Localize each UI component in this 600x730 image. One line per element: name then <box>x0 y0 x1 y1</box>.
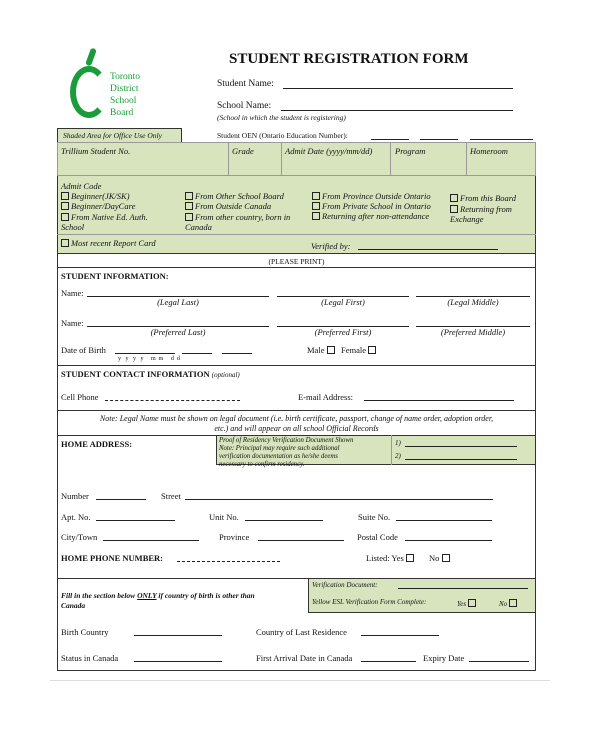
student-name-label: Student Name: <box>217 79 274 89</box>
proof-text: Proof of Residency Verification Document Shown <box>219 437 354 444</box>
name-label: Name: <box>61 318 84 328</box>
admit-code-option[interactable]: From Province Outside Ontario <box>312 192 431 201</box>
logo-apple-icon <box>70 66 108 118</box>
logo-text: Board <box>110 108 134 118</box>
admit-code-option[interactable]: From other country, born in Canada <box>185 212 291 232</box>
page-divider <box>50 680 550 681</box>
admit-code-option[interactable]: From Native Ed. Auth. School <box>61 212 148 232</box>
proof-doc-1-field[interactable] <box>405 446 517 447</box>
dob-label: Date of Birth <box>61 345 106 355</box>
admit-code-label: Admit Code <box>61 181 102 191</box>
logo-stem-icon <box>85 48 97 67</box>
street-label: Street <box>161 491 181 501</box>
logo-text: District <box>110 84 139 94</box>
province-field[interactable] <box>258 540 344 541</box>
admit-date-label: Admit Date (yyyy/mm/dd) <box>285 146 373 156</box>
dob-format: y y y y m m d d <box>118 356 180 362</box>
city-field[interactable] <box>103 540 199 541</box>
suite-field[interactable] <box>396 520 492 521</box>
male-checkbox[interactable]: Male <box>307 346 337 355</box>
proof-text: necessary to confirm residency. <box>219 461 305 468</box>
dob-day-field[interactable] <box>222 353 252 354</box>
oen-label: Student OEN (Ontario Education Number): <box>217 131 348 140</box>
listed-no-checkbox[interactable]: No <box>429 554 452 563</box>
student-info-section <box>57 267 536 366</box>
arrival-date-label: First Arrival Date in Canada <box>256 653 353 663</box>
program-label: Program <box>395 146 426 156</box>
suite-label: Suite No. <box>358 512 391 522</box>
grade-label: Grade <box>232 146 254 156</box>
cell-phone-label: Cell Phone <box>61 392 99 402</box>
postal-code-field[interactable] <box>405 540 492 541</box>
admit-code-option[interactable]: Returning after non-attendance <box>312 212 429 221</box>
cell-phone-field[interactable] <box>105 400 240 401</box>
preferred-last-caption: (Preferred Last) <box>150 327 206 337</box>
admit-code-option[interactable]: From Other School Board <box>185 192 284 201</box>
school-name-note: (School in which the student is registering) <box>217 113 346 122</box>
note-text: etc.) and will appear on all school Official Records <box>214 424 379 433</box>
unit-field[interactable] <box>245 520 323 521</box>
admit-code-option[interactable]: Beginner(JK/SK) <box>61 192 130 201</box>
number-label: Number <box>61 491 89 501</box>
logo-text: School <box>110 96 137 106</box>
apt-label: Apt. No. <box>61 512 91 522</box>
logo-text: Toronto <box>110 72 140 82</box>
birth-country-field[interactable] <box>134 635 222 636</box>
last-residence-field[interactable] <box>361 635 439 636</box>
verification-doc-field[interactable] <box>398 588 528 589</box>
arrival-date-field[interactable] <box>361 661 416 662</box>
admit-code-option[interactable]: From Outside Canada <box>185 202 271 211</box>
proof-text: Note: Principal may require such additional <box>219 445 340 452</box>
unit-label: Unit No. <box>209 512 239 522</box>
proof-doc-2-field[interactable] <box>405 459 517 460</box>
city-label: City/Town <box>61 532 98 542</box>
note-text: Note: Legal Name must be shown on legal document (i.e. birth certificate, passport, change of name order, adoption order, <box>99 414 494 423</box>
proof-text: verification documentation as he/she deems <box>219 453 338 460</box>
status-label: Status in Canada <box>61 653 119 663</box>
expiry-date-field[interactable] <box>469 661 529 662</box>
please-print: (PLEASE PRINT) <box>268 257 325 266</box>
admit-code-option[interactable]: From this Board <box>450 194 516 203</box>
verification-doc-label: Verification Document: <box>312 581 378 589</box>
preferred-first-caption: (Preferred First) <box>314 327 372 337</box>
home-phone-field[interactable] <box>177 561 280 562</box>
email-label: E-mail Address: <box>298 392 354 402</box>
status-field[interactable] <box>134 661 222 662</box>
proof-item-2: 2) <box>395 452 401 460</box>
number-field[interactable] <box>96 499 146 500</box>
legal-middle-caption: (Legal Middle) <box>447 297 499 307</box>
verified-by-label: Verified by: <box>311 241 351 251</box>
home-address-heading: HOME ADDRESS: <box>61 439 133 449</box>
dob-year-field[interactable] <box>115 353 175 354</box>
postal-code-label: Postal Code <box>357 532 398 542</box>
form-title: STUDENT REGISTRATION FORM <box>229 51 469 67</box>
dob-month-field[interactable] <box>182 353 212 354</box>
verified-by-field[interactable] <box>358 249 498 250</box>
esl-no-checkbox[interactable]: No <box>499 599 519 608</box>
legal-last-caption: (Legal Last) <box>157 297 199 307</box>
trillium-label: Trillium Student No. <box>61 146 131 156</box>
oen-field[interactable] <box>371 139 409 140</box>
oen-field[interactable] <box>420 139 458 140</box>
report-card-checkbox[interactable]: Most recent Report Card <box>61 239 156 248</box>
contact-heading: STUDENT CONTACT INFORMATION (optional) <box>61 369 240 379</box>
school-name-label: School Name: <box>217 101 272 111</box>
esl-form-label: Yellow ESL Verification Form Complete: <box>312 598 427 606</box>
last-residence-label: Country of Last Residence <box>256 627 347 637</box>
student-name-field[interactable] <box>283 88 513 89</box>
preferred-middle-caption: (Preferred Middle) <box>440 327 506 337</box>
province-label: Province <box>219 532 250 542</box>
legal-first-caption: (Legal First) <box>321 297 365 307</box>
home-phone-label: HOME PHONE NUMBER: <box>61 553 163 563</box>
expiry-date-label: Expiry Date <box>423 653 465 663</box>
office-use-label: Shaded Area for Office Use Only <box>63 131 162 140</box>
name-label: Name: <box>61 288 84 298</box>
proof-item-1: 1) <box>395 439 401 447</box>
esl-yes-checkbox[interactable]: Yes <box>457 599 478 608</box>
street-field[interactable] <box>185 499 493 500</box>
admit-code-option[interactable]: Returning from Exchange <box>450 204 512 224</box>
oen-field[interactable] <box>470 139 533 140</box>
admit-code-option[interactable]: Beginner/DayCare <box>61 202 135 211</box>
admit-code-option[interactable]: From Private School in Ontario <box>312 202 431 211</box>
birth-country-label: Birth Country <box>61 627 109 637</box>
student-info-heading: STUDENT INFORMATION: <box>61 271 169 281</box>
female-checkbox[interactable]: Female <box>341 346 378 355</box>
school-name-field[interactable] <box>281 110 513 111</box>
foreign-birth-instruction: Fill in the section below ONLY if country of birth is other than <box>61 591 255 600</box>
listed-yes-checkbox[interactable]: Listed: Yes <box>366 554 416 563</box>
email-field[interactable] <box>364 400 514 401</box>
foreign-birth-instruction: Canada <box>61 601 86 610</box>
homeroom-label: Homeroom <box>470 146 508 156</box>
apt-field[interactable] <box>96 520 175 521</box>
